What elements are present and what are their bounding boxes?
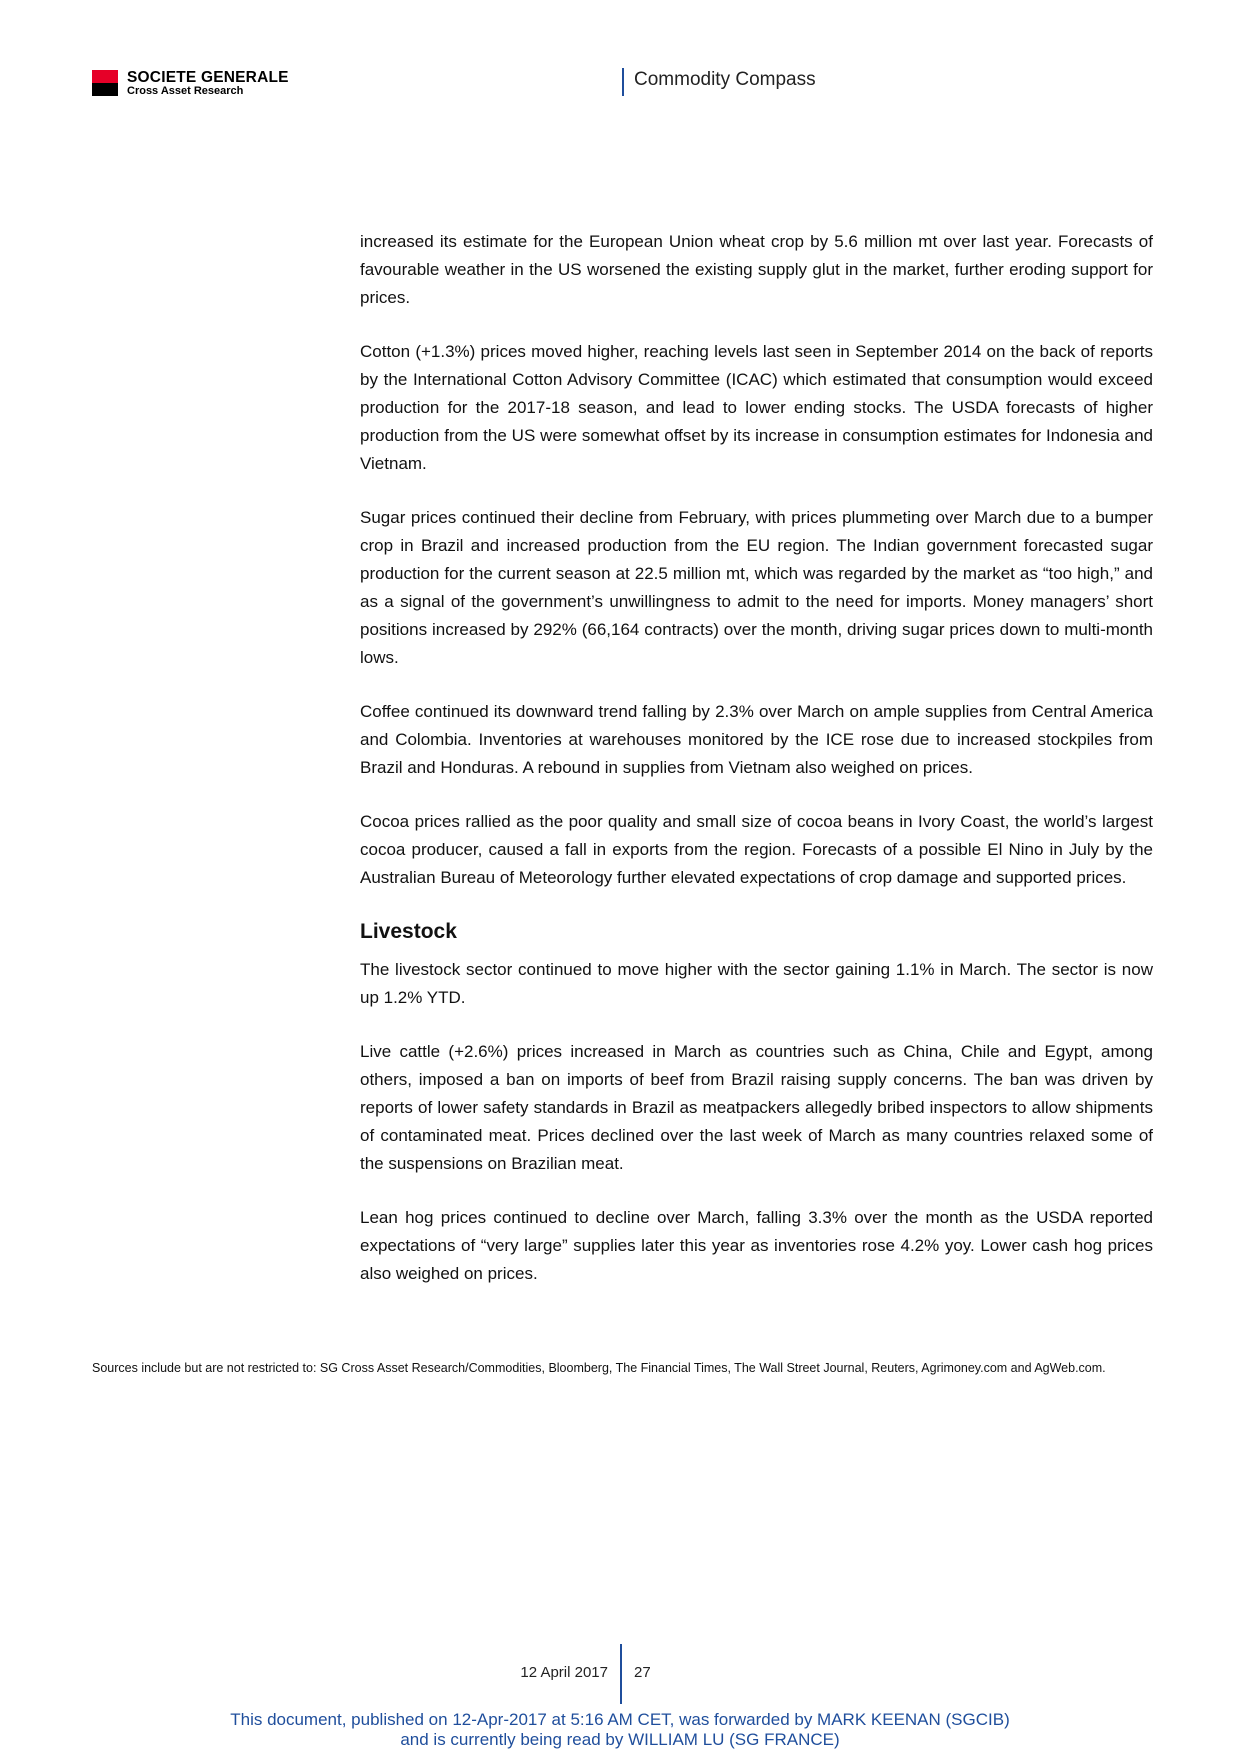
article-body [360, 228, 1153, 1314]
paragraph-coffee: Coffee continued its downward trend falling by 2.3% over March on ample supplies from Central America and Colombia. Inventories at warehouses monitored by the ICE rose due to increased stockpiles from Brazil and Honduras. A rebound in supplies from Vietnam also weighed on prices. [360, 702, 1153, 777]
forwarding-line-1: This document, published on 12-Apr-2017 at 5:16 AM CET, was forwarded by MARK KEENAN (SGCIB) [230, 1710, 1010, 1729]
footer-date: 12 April 2017 [520, 1664, 608, 1681]
paragraph-lean-hogs: Lean hog prices continued to decline over March, falling 3.3% over the month as the USDA reported expectations of “very large” supplies later this year as inventories rose 4.2% yoy. Lower cash hog prices also weighed on prices. [360, 1208, 1153, 1283]
paragraph-live-cattle: Live cattle (+2.6%) prices increased in March as countries such as China, Chile and Egypt, among others, imposed a ban on imports of beef from Brazil raising supply concerns. The ban was driven by reports of lower safety standards in Brazil as meatpackers allegedly bribed inspectors to allow shipments of contaminated meat. Prices declined over the last week of March as many countries relaxed some of the suspensions on Brazilian meat. [360, 1042, 1153, 1173]
paragraph-cocoa: Cocoa prices rallied as the poor quality and small size of cocoa beans in Ivory Coast, the world’s largest cocoa producer, caused a fall in exports from the region. Forecasts of a possible El Nino in July by the Australian Bureau of Meteorology further elevated expectations of crop damage and supported prices. [360, 812, 1153, 887]
header-divider [622, 68, 624, 96]
sources-note: Sources include but are not restricted to: SG Cross Asset Research/Commodities, Bloomberg, The Financial Times, The Wall Street Journal, Reuters, Agrimoney.com and AgWeb.com. [92, 1361, 1106, 1375]
brand-logo-mark [92, 70, 118, 96]
page-number: 27 [634, 1664, 651, 1681]
footer-divider [620, 1644, 622, 1704]
brand-name: SOCIETE GENERALE [127, 69, 289, 86]
paragraph-wheat: increased its estimate for the European Union wheat crop by 5.6 million mt over last year. Forecasts of favourable weather in the US worsened the existing supply glut in the market, further eroding support for prices. [360, 232, 1153, 307]
forwarding-line-2: and is currently being read by WILLIAM LU (SG FRANCE) [400, 1730, 840, 1749]
paragraph-cotton: Cotton (+1.3%) prices moved higher, reaching levels last seen in September 2014 on the back of reports by the International Cotton Advisory Committee (ICAC) which estimated that consumption would exceed production for the 2017-18 season, and lead to lower ending stocks. The USDA forecasts of higher production from the US were somewhat offset by its increase in consumption estimates for Indonesia and Vietnam. [360, 342, 1153, 473]
publication-title: Commodity Compass [634, 69, 816, 90]
section-heading-livestock: Livestock [360, 920, 457, 943]
paragraph-livestock-summary: The livestock sector continued to move higher with the sector gaining 1.1% in March. The sector is now up 1.2% YTD. [360, 960, 1153, 1007]
brand-subtitle: Cross Asset Research [127, 85, 244, 97]
paragraph-sugar: Sugar prices continued their decline from February, with prices plummeting over March due to a bumper crop in Brazil and increased production from the EU region. The Indian government forecasted sugar production for the current season at 22.5 million mt, which was regarded by the market as “too high,” and as a signal of the government’s unwillingness to admit to the need for imports. Money managers’ short positions increased by 292% (66,164 contracts) over the month, driving sugar prices down to multi-month lows. [360, 508, 1153, 667]
forwarding-notice [0, 1710, 1240, 1750]
